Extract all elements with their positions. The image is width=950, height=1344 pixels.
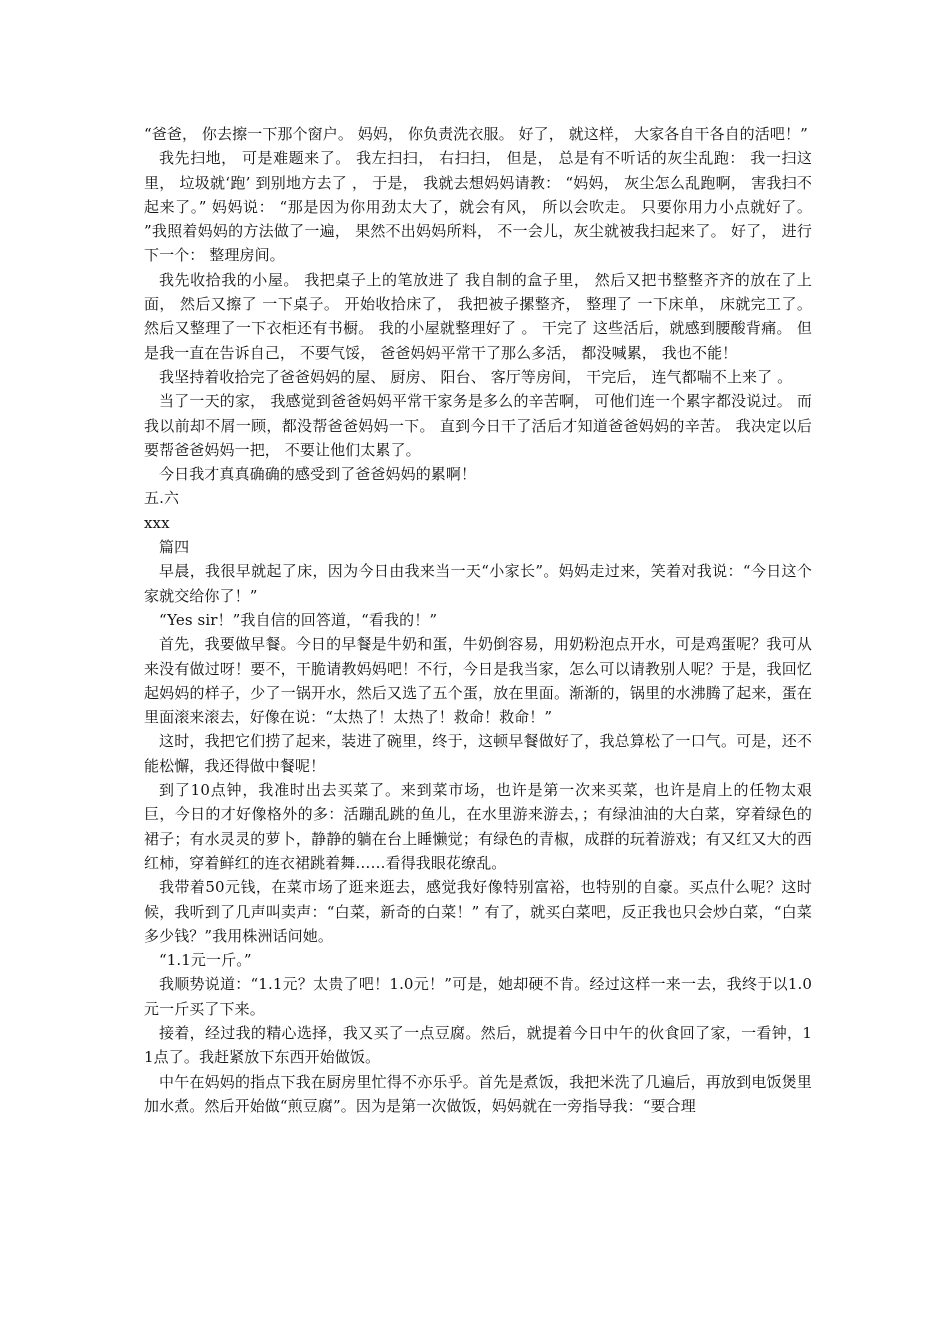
paragraph: 中午在妈妈的指点下我在厨房里忙得不亦乐乎。首先是煮饭，我把米洗了几遍后，再放到电饭煲里加水煮。然后开始做“煎豆腐”。因为是第一次做饭，妈妈就在一旁指导我：“要合理 (144, 1072, 812, 1115)
paragraph: 首先，我要做早餐。今日的早餐是牛奶和蛋，牛奶倒容易，用奶粉泡点开水，可是鸡蛋呢？我可从来没有做过呀！要不，干脆请教妈妈吧！不行，今日是我当家，怎么可以请教别人呢？于是，我回忆起妈妈的样子，少了一锅开水，然后又选了五个蛋，放在里面。渐渐的，锅里的水沸腾了起来，蛋在里面滚来滚去，好像在说：“太热了！太热了！救命！救命！” (144, 635, 812, 727)
paragraph: “Yes sir！”我自信的回答道，“看我的！” (159, 610, 438, 629)
paragraph: 接着，经过我的精心选择，我又买了一点豆腐。然后，就提着今日中午的伙食回了家，一看钟，11点了。我赶紧放下东西开始做饭。 (144, 1023, 812, 1067)
paragraph: 我先扫地， 可是难题来了。 我左扫扫， 右扫扫， 但是， 总是有不听话的灰尘乱跑： 我一扫这里， 垃圾就‘跑’ 到别地方去了 ， 于是， 我就去想妈妈请教： “妈妈， 灰尘怎么乱跑啊， 害我扫不起来了。” 妈妈说： “那是因为你用劲太大了，就会有风， 所以会吹走。 只要你用力小点就好了。 ”我照着妈妈的方法做了一遍， 果然不出妈妈所料， 不一会儿，灰尘就被我扫起来了。 好了， 进行下一个： 整理房间。 (144, 149, 817, 265)
author-placeholder: xxx (144, 513, 170, 532)
document-page (144, 122, 817, 1118)
section-heading: 篇四 (159, 538, 190, 557)
paragraph: 这时，我把它们捞了起来，装进了碗里，终于，这顿早餐做好了，我总算松了一口气。可是，还不能松懈，我还得做中餐呢！ (144, 732, 812, 775)
paragraph: “1.1元一斤。” (159, 951, 252, 970)
paragraph: “爸爸， 你去擦一下那个窗户。 妈妈， 你负责洗衣服。 好了， 就这样， 大家各自干各自的活吧！” (144, 125, 808, 143)
paragraph: 今日我才真真确确的感受到了爸爸妈妈的累啊！ (159, 465, 477, 484)
paragraph: 当了一天的家， 我感觉到爸爸妈妈平常干家务是多么的辛苦啊， 可他们连一个累字都没说过。 而我以前却不屑一顾，都没帮爸爸妈妈一下。 直到今日干了活后才知道爸爸妈妈的辛苦。 我决定以后要帮爸爸妈妈一把， 不要让他们太累了。 (144, 392, 812, 459)
paragraph: 到了10点钟，我准时出去买菜了。来到菜市场，也许是第一次来买菜，也许是肩上的任物太艰巨，今日的才好像格外的多：活蹦乱跳的鱼儿，在水里游来游去，；有绿油油的大白菜，穿着绿色的裙子；有水灵灵的萝卜，静静的躺在台上睡懒觉；有绿色的青椒，成群的玩着游戏；有又红又大的西红柿，穿着鲜红的连衣裙跳着舞……看得我眼花缭乱。 (144, 781, 812, 872)
section-number: 五.六 (144, 489, 180, 508)
paragraph: 早晨，我很早就起了床，因为今日由我来当一天“小家长”。妈妈走过来，笑着对我说：“今日这个家就交给你了！” (144, 562, 812, 605)
paragraph: 我坚持着收拾完了爸爸妈妈的屋、 厨房、 阳台、 客厅等房间， 干完后， 连气都喘不上来了 。 (159, 367, 793, 386)
paragraph: 我先收拾我的小屋。 我把桌子上的笔放进了 我自制的盒子里， 然后又把书整整齐齐的放在了上面， 然后又擦了 一下桌子。 开始收拾床了， 我把被子摞整齐， 整理了 一下床单， 床就完工了。 然后又整理了一下衣柜还有书橱。 我的小屋就整理好了 。 干完了 这些活后，就感到腰酸背痛。 但是我一直在告诉自己， 不要气馁， 爸爸妈妈平常干了那么多活， 都没喊累， 我也不能！ (144, 270, 817, 362)
paragraph: 我带着50元钱，在菜市场了逛来逛去，感觉我好像特别富裕，也特别的自豪。买点什么呢？这时候，我听到了几声叫卖声：“白菜，新奇的白菜！” 有了，就买白菜吧，反正我也只会炒白菜，“白菜多少钱？”我用株洲话问她。 (144, 878, 812, 945)
paragraph: 我顺势说道：“1.1元？太贵了吧！1.0元！”可是，她却硬不肯。经过这样一来一去，我终于以1.0元一斤买了下来。 (144, 975, 812, 1018)
